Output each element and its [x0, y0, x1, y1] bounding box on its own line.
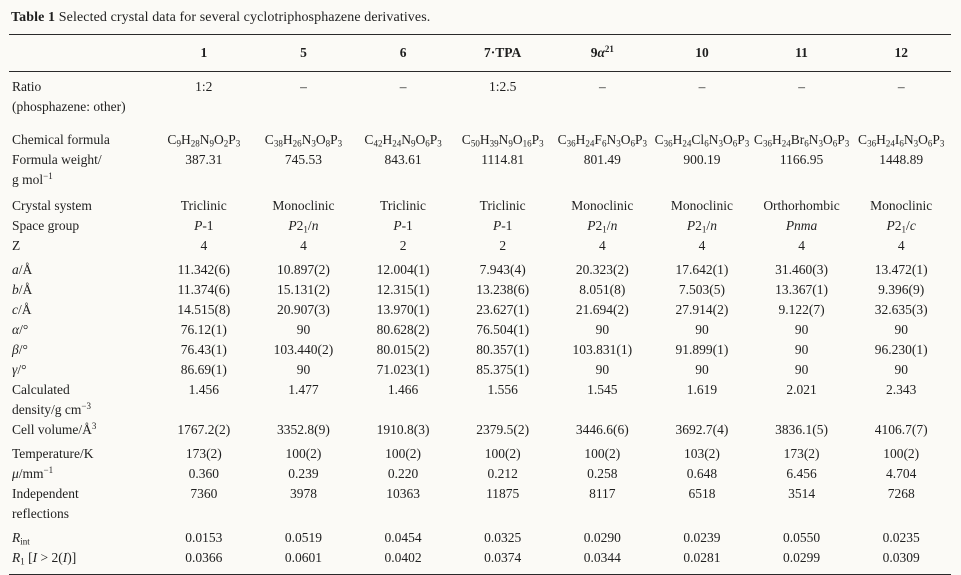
- cell: 31.460(3): [775, 262, 828, 277]
- cell: Orthorhombic: [763, 198, 840, 213]
- cell: 7.503(5): [678, 282, 725, 297]
- column-header: 12: [894, 45, 908, 60]
- row-label: a/Å: [12, 262, 33, 277]
- cell: 0.0299: [783, 550, 821, 565]
- cell: 76.504(1): [476, 322, 530, 337]
- row-label: Ratio (phosphazene: other): [12, 79, 126, 114]
- cell: 3692.7(4): [675, 422, 729, 437]
- cell: 1767.2(2): [177, 422, 231, 437]
- cell: Monoclinic: [571, 198, 634, 213]
- cell: 1:2.5: [488, 79, 517, 94]
- cell: 20.323(2): [575, 262, 629, 277]
- cell: 0.212: [487, 466, 518, 481]
- cell: 2379.5(2): [476, 422, 530, 437]
- cell: 1.556: [487, 382, 518, 397]
- cell: $C_{36}H_{24}Cl_6N_3O_6P_3$: [654, 132, 750, 149]
- table-row: [9, 216, 951, 236]
- cell: $P2_1/n$: [587, 218, 618, 235]
- cell: 0.360: [188, 466, 219, 481]
- cell: 7360: [190, 486, 218, 501]
- cell: 100(2): [883, 446, 920, 461]
- cell: $P2_1/c$: [886, 218, 916, 235]
- cell: 0.0153: [185, 530, 223, 545]
- cell: 10.897(2): [277, 262, 330, 277]
- cell: 4: [798, 238, 805, 253]
- cell: 0.0402: [384, 550, 422, 565]
- cell: Triclinic: [380, 198, 427, 213]
- cell: 0.239: [288, 466, 319, 481]
- row-label: Chemical formula: [12, 132, 110, 147]
- cell: 7.943(4): [479, 262, 526, 277]
- cell: 0.0344: [583, 550, 621, 565]
- cell: Triclinic: [479, 198, 526, 213]
- cell: 0.0325: [484, 530, 522, 545]
- cell: 1.477: [288, 382, 319, 397]
- table-caption: [11, 9, 952, 27]
- cell: 4: [200, 238, 208, 253]
- cell: 1:2: [195, 79, 213, 94]
- cell: 12.315(1): [376, 282, 430, 297]
- cell: 90: [894, 362, 908, 377]
- cell: 2.021: [786, 382, 817, 397]
- row-label: Space group: [12, 218, 80, 233]
- row-label: Cell volume/$Å^3$: [12, 421, 97, 437]
- cell: 27.914(2): [675, 302, 729, 317]
- row-label: Z: [12, 238, 21, 253]
- table-row: [9, 524, 951, 548]
- row-label: α/°: [12, 322, 29, 337]
- cell: 843.61: [384, 152, 422, 167]
- cell: 32.635(3): [874, 302, 928, 317]
- cell: 10363: [386, 486, 420, 501]
- table-number: Table 1: [11, 10, 56, 25]
- cell: $C_{36}H_{24}Br_6N_3O_6P_3$: [753, 132, 850, 149]
- cell: 90: [296, 362, 311, 377]
- table-body: [9, 72, 951, 575]
- table-row: [9, 300, 951, 320]
- table-row: [9, 340, 951, 360]
- cell: 20.907(3): [277, 302, 330, 317]
- table-row: [9, 150, 951, 190]
- cell: 0.258: [587, 466, 618, 481]
- cell: 11.374(6): [177, 282, 230, 297]
- cell: 80.628(2): [376, 322, 430, 337]
- cell: 1910.8(3): [376, 422, 430, 437]
- table-row: [9, 464, 951, 484]
- cell: $C_{36}H_{24}F_6N_3O_6P_3$: [557, 132, 647, 149]
- column-header: 11: [795, 45, 808, 60]
- cell: 4.704: [886, 466, 917, 481]
- cell: $C_{42}H_{24}N_9O_6P_3$: [364, 132, 442, 149]
- cell: Pnma: [785, 218, 818, 233]
- cell: 90: [794, 342, 809, 357]
- cell: 173(2): [185, 446, 222, 461]
- cell: 76.43(1): [180, 342, 227, 357]
- cell: 0.0454: [384, 530, 422, 545]
- cell: 4: [598, 238, 606, 253]
- cell: 13.472(1): [874, 262, 928, 277]
- cell: 1166.95: [779, 152, 824, 167]
- cell: 90: [695, 322, 709, 337]
- column-header: 7·TPA: [484, 45, 522, 60]
- row-label: b/Å: [12, 282, 33, 297]
- cell: $P2_1/n$: [288, 218, 319, 235]
- cell: 100(2): [584, 446, 621, 461]
- cell: 1.456: [188, 382, 219, 397]
- cell: 1.466: [387, 382, 419, 397]
- cell: 0.0519: [284, 530, 322, 545]
- row-label: c/Å: [12, 302, 32, 317]
- cell: 0.0235: [882, 530, 920, 545]
- cell: 2.343: [886, 382, 917, 397]
- table-row: [9, 72, 951, 118]
- table-row: [9, 360, 951, 380]
- row-label: Crystal system: [12, 198, 92, 213]
- cell: 71.023(1): [376, 362, 430, 377]
- cell: 173(2): [783, 446, 820, 461]
- cell: Monoclinic: [670, 198, 734, 213]
- cell: P-1: [393, 218, 413, 233]
- cell: 13.367(1): [775, 282, 828, 297]
- cell: 0.220: [387, 466, 419, 481]
- cell: –: [598, 79, 606, 94]
- column-header: 1: [200, 45, 208, 60]
- cell: 6.456: [786, 466, 817, 481]
- cell: 14.515(8): [177, 302, 231, 317]
- table-row: [9, 320, 951, 340]
- cell: 90: [794, 322, 809, 337]
- table-row: [9, 280, 951, 300]
- cell: 21.694(2): [575, 302, 629, 317]
- cell: 90: [595, 322, 610, 337]
- cell: 90: [296, 322, 311, 337]
- table-row: [9, 548, 951, 575]
- cell: Monoclinic: [870, 198, 933, 213]
- table-row: [9, 440, 951, 464]
- cell: –: [300, 79, 307, 94]
- cell: 2: [499, 238, 507, 253]
- cell: 11.342(6): [177, 262, 230, 277]
- cell: 745.53: [284, 152, 322, 167]
- cell: 86.69(1): [180, 362, 227, 377]
- cell: 0.0239: [683, 530, 721, 545]
- cell: 0.0309: [882, 550, 920, 565]
- cell: 1.545: [587, 382, 618, 397]
- cell: 13.238(6): [476, 282, 530, 297]
- table-row: [9, 256, 951, 280]
- cell: 1.619: [686, 382, 718, 397]
- cell: 100(2): [285, 446, 322, 461]
- cell: 0.648: [686, 466, 718, 481]
- cell: 3446.6(6): [575, 422, 629, 437]
- cell: 3978: [289, 486, 317, 501]
- table-row: [9, 380, 951, 420]
- cell: 0.0366: [185, 550, 223, 565]
- cell: 13.970(1): [376, 302, 430, 317]
- column-header: 6: [399, 45, 407, 60]
- cell: 387.31: [185, 152, 223, 167]
- column-header: $9\alpha^{21}$: [590, 44, 614, 60]
- cell: $C_{50}H_{39}N_9O_{16}P_3$: [461, 132, 544, 149]
- cell: 76.12(1): [180, 322, 227, 337]
- cell: –: [399, 79, 407, 94]
- row-label: Independent reflections: [12, 486, 79, 521]
- table-row: [9, 236, 951, 256]
- cell: 4: [897, 238, 905, 253]
- header-row: [9, 35, 951, 72]
- cell: 6518: [688, 486, 716, 501]
- cell: 4: [300, 238, 307, 253]
- cell: $C_{36}H_{24}I_6N_3O_6P_3$: [858, 132, 945, 149]
- row-label: Calculated density/g $cm^{-3}$: [12, 382, 91, 417]
- table-row: [9, 484, 951, 524]
- row-label: Temperature/K: [12, 446, 94, 461]
- cell: P-1: [194, 218, 214, 233]
- cell: 1448.89: [879, 152, 924, 167]
- cell: 3836.1(5): [775, 422, 828, 437]
- cell: 8.051(8): [579, 282, 626, 297]
- column-header: 10: [695, 45, 709, 60]
- crystal-data-table: [9, 34, 951, 575]
- cell: 91.899(1): [675, 342, 729, 357]
- cell: 11875: [486, 486, 520, 501]
- cell: 80.015(2): [376, 342, 430, 357]
- cell: 1114.81: [481, 152, 525, 167]
- cell: 100(2): [484, 446, 521, 461]
- cell: 90: [695, 362, 709, 377]
- row-label: $R_{int}$: [12, 530, 30, 547]
- table-row: [9, 190, 951, 216]
- cell: 90: [794, 362, 809, 377]
- row-label: β/°: [12, 342, 28, 357]
- cell: 0.0550: [783, 530, 821, 545]
- cell: 17.642(1): [675, 262, 729, 277]
- cell: 2: [399, 238, 407, 253]
- cell: 801.49: [583, 152, 621, 167]
- cell: $C_{38}H_{26}N_3O_8P_3$: [264, 132, 343, 149]
- row-label: Formula weight/ g mol$^{-1}$: [12, 152, 102, 187]
- cell: 9.122(7): [778, 302, 825, 317]
- cell: Monoclinic: [272, 198, 335, 213]
- table-row: [9, 420, 951, 440]
- cell: 90: [894, 322, 908, 337]
- cell: $P2_1/n$: [686, 218, 717, 235]
- cell: 0.0374: [484, 550, 522, 565]
- cell: 15.131(2): [277, 282, 330, 297]
- cell: P-1: [492, 218, 513, 233]
- row-label: $\mu/mm^{-1}$: [12, 465, 54, 481]
- header-row-label-cell: [9, 35, 154, 72]
- cell: 85.375(1): [476, 362, 530, 377]
- table-header: [9, 35, 951, 72]
- cell: 900.19: [683, 152, 721, 167]
- cell: 103.831(1): [572, 342, 633, 357]
- cell: –: [897, 79, 905, 94]
- row-label: $R_1$ [I > 2(I)]: [12, 550, 77, 567]
- cell: 3352.8(9): [277, 422, 330, 437]
- cell: –: [698, 79, 706, 94]
- cell: 0.0290: [583, 530, 621, 545]
- cell: 8117: [589, 486, 616, 501]
- cell: 12.004(1): [376, 262, 430, 277]
- column-header: 5: [300, 45, 307, 60]
- cell: Triclinic: [180, 198, 227, 213]
- cell: 103.440(2): [273, 342, 334, 357]
- row-label: γ/°: [12, 362, 27, 377]
- cell: 0.0281: [683, 550, 721, 565]
- cell: 100(2): [385, 446, 422, 461]
- cell: 4106.7(7): [874, 422, 928, 437]
- cell: –: [798, 79, 805, 94]
- cell: 0.0601: [284, 550, 322, 565]
- table-caption-text: Selected crystal data for several cyclotriphosphazene derivatives.: [58, 10, 431, 25]
- cell: 80.357(1): [476, 342, 530, 357]
- cell: 9.396(9): [878, 282, 925, 297]
- cell: 96.230(1): [874, 342, 928, 357]
- cell: 7268: [887, 486, 915, 501]
- cell: $C_9H_{28}N_9O_2P_3$: [167, 132, 241, 149]
- cell: 90: [595, 362, 610, 377]
- cell: 3514: [788, 486, 816, 501]
- cell: 23.627(1): [476, 302, 530, 317]
- cell: 4: [698, 238, 706, 253]
- table-row: [9, 117, 951, 150]
- cell: 103(2): [683, 446, 720, 461]
